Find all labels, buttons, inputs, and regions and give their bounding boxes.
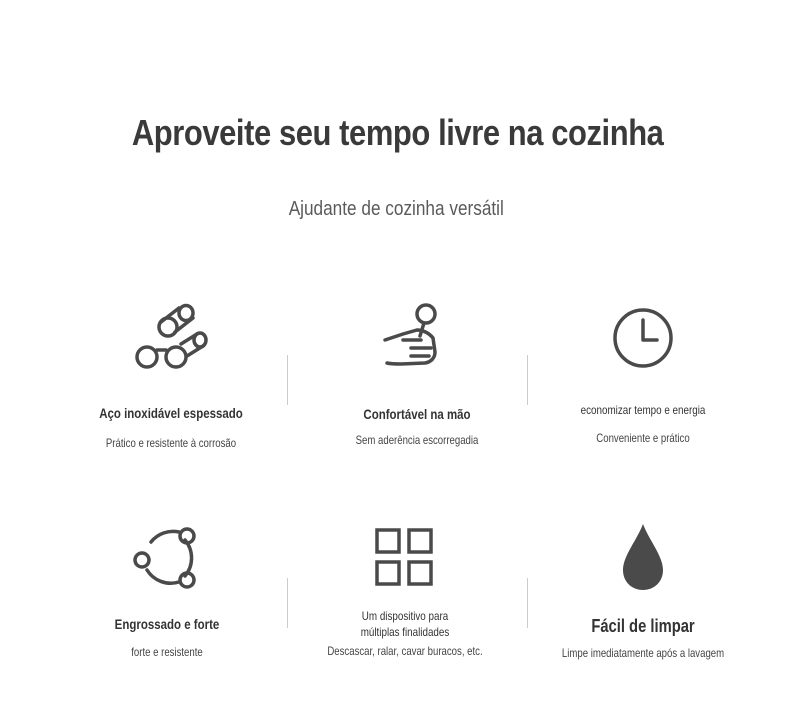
feature-desc: Prático e resistente à corrosão: [105, 436, 237, 450]
feature-label: Engrossado e forte: [114, 616, 220, 632]
divider: [287, 355, 288, 405]
water-drop-icon: [523, 520, 763, 600]
clock-icon: [523, 300, 763, 380]
feature-label: Um dispositivo para múltiplas finalidades: [360, 609, 450, 639]
page-title: Aproveite seu tempo livre na cozinha: [131, 112, 664, 153]
feature-desc: Limpe imediatamente após a lavagem: [561, 646, 725, 660]
page-subtitle: Ajudante de cozinha versátil: [288, 198, 504, 220]
feature-desc: Conveniente e prático: [596, 431, 690, 445]
feature-label: economizar tempo e energia: [580, 403, 706, 417]
hand-grip-icon: [297, 300, 537, 380]
feature-label: Aço inoxidável espessado: [99, 405, 243, 421]
feature-desc: Descascar, ralar, cavar buracos, etc.: [327, 644, 483, 658]
grid-icon: [285, 520, 525, 600]
feature-desc: Sem aderência escorregadia: [355, 433, 479, 447]
feature-label: Confortável na mão: [363, 406, 471, 422]
feature-desc: forte e resistente: [131, 645, 203, 659]
steel-bars-icon: [51, 300, 291, 380]
feature-label: Fácil de limpar: [591, 616, 695, 636]
share-nodes-icon: [47, 520, 287, 600]
